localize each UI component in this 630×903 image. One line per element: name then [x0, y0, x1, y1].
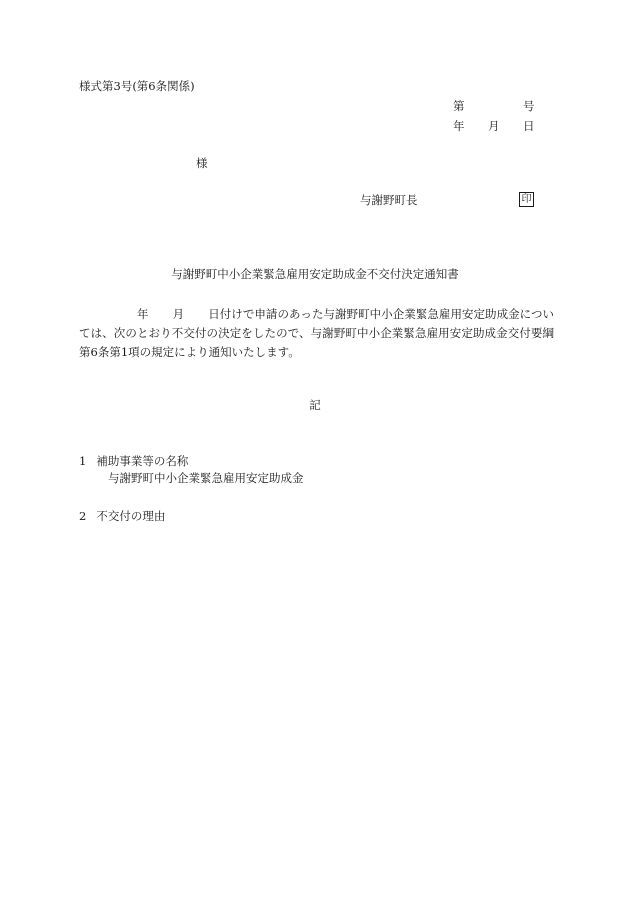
item-1-heading [79, 456, 188, 468]
date-year-label: 年 [453, 119, 465, 133]
addressee-honorific: 様 [196, 156, 208, 170]
body-year-label: 年 [137, 307, 149, 321]
item-2-number: 2 [79, 509, 87, 523]
item-2-heading [79, 511, 165, 523]
document-number-suffix: 号 [523, 99, 535, 113]
item-1-value: 与謝野町中小企業緊急雇用安定助成金 [108, 471, 304, 485]
record-mark: 記 [309, 398, 321, 412]
form-number: 様式第3号(第6条関係) [79, 79, 195, 93]
document-title: 与謝野町中小企業緊急雇用安定助成金不交付決定通知書 [171, 267, 459, 281]
body-text: 日付けで申請のあった与謝野町中小企業緊急雇用安定助成金については、次のとおり不交付の決定をしたので、与謝野町中小企業緊急雇用安定助成金交付要綱第6条第1項の規定により通知いたします。 [79, 307, 555, 359]
date-day-label: 日 [523, 119, 535, 133]
document-number-label: 第 [453, 99, 465, 113]
seal-mark: 印 [519, 192, 534, 207]
body-month-label: 月 [172, 307, 185, 321]
body-paragraph [79, 305, 554, 362]
date-month-label: 月 [488, 119, 500, 133]
item-1-number: 1 [79, 454, 87, 468]
item-2-label: 不交付の理由 [96, 509, 166, 523]
issuer-name: 与謝野町長 [360, 193, 418, 207]
item-1-label: 補助事業等の名称 [96, 454, 189, 468]
